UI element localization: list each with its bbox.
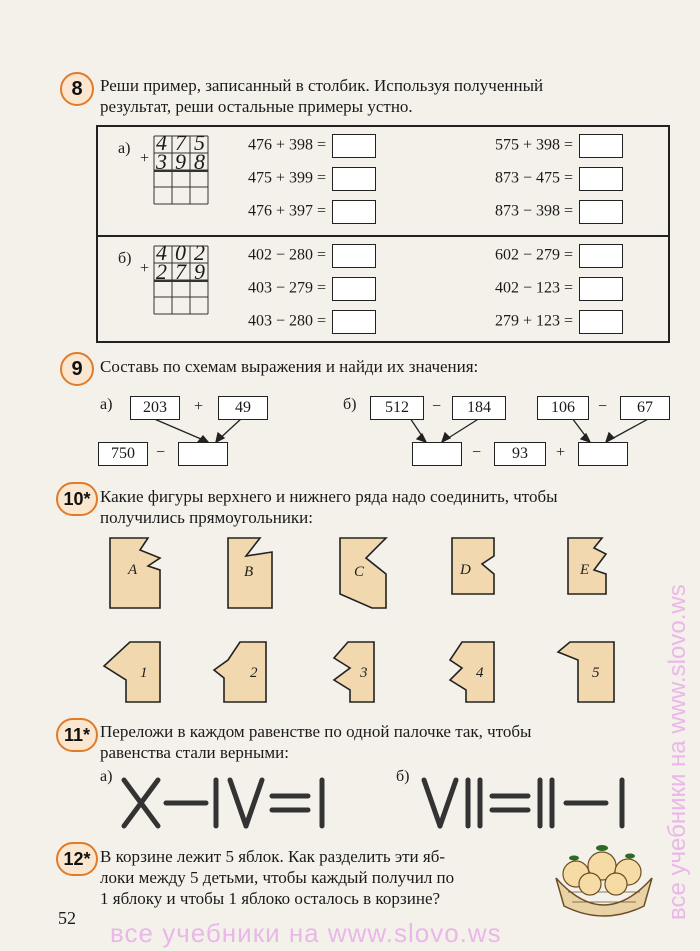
shape-label-b: B [244,564,254,580]
task-9b-box-1: 512 [370,396,424,420]
page-number: 52 [58,908,76,928]
task-11b-label: б) [396,768,410,785]
task-11a-matchsticks [118,774,358,834]
task-9a-op: + [194,398,204,415]
shape-label-a: A [128,562,138,578]
task-12-text-1: В корзине лежит 5 яблок. Как разделить эти яб- [100,847,446,866]
task-9-number: 9 [60,352,94,386]
answer-box[interactable] [332,310,376,334]
answer-box[interactable] [579,134,623,158]
task-9b-mid-box: 93 [494,442,546,466]
shape-label-d: D [460,562,471,578]
task-8b-left-2: 403 − 279 = [248,277,376,301]
task-11a-label: а) [100,768,113,785]
answer-box[interactable] [579,244,623,268]
task-9b-op-1: − [432,398,442,415]
side-watermark: все учебники на www.slovo.ws [664,584,691,920]
task-8a-left-2: 475 + 399 = [248,167,376,191]
answer-box[interactable] [579,310,623,334]
task-8-text-2: результат, реши остальные примеры устно. [100,97,413,116]
task-8b-left-1: 402 − 280 = [248,244,376,268]
shape-label-e: E [580,562,590,578]
shape-5 [558,642,614,702]
task-8b-left-3: 403 − 280 = [248,310,376,334]
task-8a-top-digits: 475 [156,130,213,155]
task-9-text: Составь по схемам выражения и найди их значения: [100,357,479,376]
task-12-text-3: 1 яблоку и чтобы 1 яблоко осталось в корзине? [100,889,441,908]
task-9a-box-2: 49 [218,396,268,420]
task-8-number: 8 [60,72,94,106]
task-8a-left-1: 476 + 398 = [248,134,376,158]
answer-box[interactable] [332,277,376,301]
task-8a-bottom-digits: 398 [156,149,213,174]
shape-d [452,538,494,594]
task-12-number: 12* [56,842,98,876]
task-9a-answer-box[interactable] [178,442,228,466]
shape-label-2: 2 [250,665,258,681]
task-11-text-2: равенства стали верными: [100,743,289,762]
task-8a-right-2: 873 − 475 = [495,167,623,191]
shape-label-5: 5 [592,665,600,681]
task-10-shapes [100,530,640,720]
task-11-number: 11* [56,718,98,752]
task-10-text-2: получились прямоугольники: [100,508,313,527]
shape-4 [450,642,494,702]
shape-2 [214,642,266,702]
answer-box[interactable] [332,200,376,224]
task-11-text-1: Переложи в каждом равенстве по одной палочке так, чтобы [100,722,532,741]
task-10-text-1: Какие фигуры верхнего и нижнего ряда надо соединить, чтобы [100,487,558,506]
answer-box[interactable] [332,134,376,158]
task-8b-right-3: 279 + 123 = [495,310,623,334]
answer-box[interactable] [332,244,376,268]
answer-box[interactable] [579,167,623,191]
apple-basket-illustration [546,836,662,920]
shape-label-1: 1 [140,665,148,681]
task-8b-label: б) [118,250,132,267]
task-9b-box-3: 106 [537,396,589,420]
task-8a-left-3: 476 + 397 = [248,200,376,224]
answer-box[interactable] [332,167,376,191]
task-8b-plus: + [140,260,150,277]
task-9b-op-2: − [598,398,608,415]
task-9b-answer-box-2[interactable] [578,442,628,466]
task-8a-label: а) [118,140,131,157]
task-9b-label: б) [343,396,357,413]
shape-label-c: C [354,564,365,580]
shape-label-3: 3 [360,665,368,681]
task-8b-right-2: 402 − 123 = [495,277,623,301]
shape-label-4: 4 [476,665,484,681]
task-8-divider [96,235,668,237]
task-9b-answer-box-1[interactable] [412,442,462,466]
task-8b-bottom-digits: 279 [156,259,213,284]
task-9b-mid-op-2: + [556,444,566,461]
footer-watermark: все учебники на www.slovo.ws [110,918,502,948]
task-8b-top-digits: 402 [156,240,213,265]
answer-box[interactable] [579,200,623,224]
task-12-text-2: локи между 5 детьми, чтобы каждый получил по [100,868,455,887]
answer-box[interactable] [579,277,623,301]
task-9b-box-4: 67 [620,396,670,420]
task-8a-plus: + [140,150,150,167]
task-8b-right-1: 602 − 279 = [495,244,623,268]
task-11b-matchsticks [418,774,658,834]
shape-1 [104,642,160,702]
task-9a-label: а) [100,396,113,413]
task-8a-right-1: 575 + 398 = [495,134,623,158]
task-9a-result-op: − [156,444,166,461]
task-9a-result-left: 750 [98,442,148,466]
task-9a-box-1: 203 [130,396,180,420]
task-10-number: 10* [56,482,98,516]
task-9b-box-2: 184 [452,396,506,420]
task-8-text-1: Реши пример, записанный в столбик. Используя полученный [100,76,544,95]
shape-3 [334,642,374,702]
task-9b-mid-op-1: − [472,444,482,461]
task-8a-right-3: 873 − 398 = [495,200,623,224]
